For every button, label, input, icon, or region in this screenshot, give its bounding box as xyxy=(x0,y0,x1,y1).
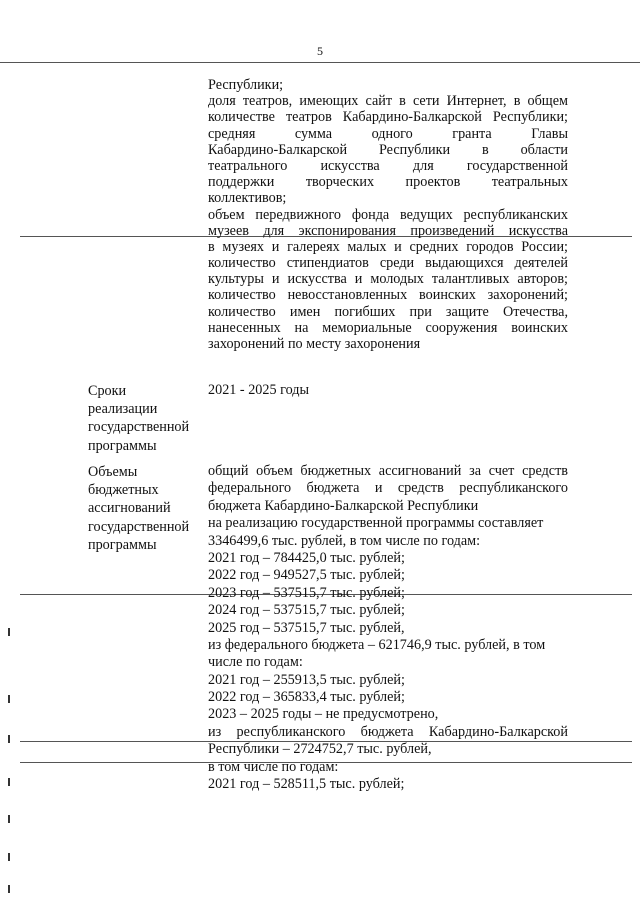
label-line: ассигнований xyxy=(88,500,171,517)
text-line: 2021 год – 784425,0 тыс. рублей; xyxy=(208,549,405,566)
label-line: государственной xyxy=(88,419,190,436)
text-line: Республики; xyxy=(208,77,284,93)
terms-value xyxy=(208,382,568,398)
text-line: нанесенных на мемориальные сооружения воинских xyxy=(208,319,568,336)
margin-tick xyxy=(8,778,10,786)
text-line: на реализацию государственной программы составляет xyxy=(208,515,544,532)
label-line: программы xyxy=(88,437,157,454)
page-number: 5 xyxy=(317,44,323,58)
terms-label xyxy=(88,382,206,455)
label-line: реализации xyxy=(88,401,158,418)
text-line: из республиканского бюджета Кабардино-Балкарской xyxy=(208,723,568,740)
text-line: 2023 – 2025 годы – не предусмотрено, xyxy=(208,706,439,723)
text-line: театрального искусства для государственной xyxy=(208,157,568,174)
text-line: Кабардино-Балкарской Республики в области xyxy=(208,141,568,158)
text-line: 2021 год – 528511,5 тыс. рублей; xyxy=(208,776,405,793)
text-line: в том числе по годам: xyxy=(208,758,339,775)
text-line: 2022 год – 949527,5 тыс. рублей; xyxy=(208,567,405,584)
budget-label xyxy=(88,463,206,554)
text-line: культуры и искусства и молодых талантливых авторов; xyxy=(208,271,568,288)
scan-line xyxy=(0,62,640,63)
text-line: числе по годам: xyxy=(208,654,303,671)
text-line: из федерального бюджета – 621746,9 тыс. рублей, в том xyxy=(208,636,546,653)
text-line: 2024 год – 537515,7 тыс. рублей; xyxy=(208,602,405,619)
text-line: количество невосстановленных воинских захоронений; xyxy=(208,287,568,304)
margin-tick xyxy=(8,853,10,861)
margin-tick xyxy=(8,695,10,703)
budget-value xyxy=(208,463,568,793)
text-line: поддержки творческих проектов театральных xyxy=(208,174,568,191)
label-line: бюджетных xyxy=(88,482,159,499)
text-line: федерального бюджета и средств республиканского xyxy=(208,480,568,497)
text-line: общий объем бюджетных ассигнований за счет средств xyxy=(208,463,568,479)
text-line: количество стипендиатов среди выдающихся деятелей xyxy=(208,255,568,272)
text-line: захоронений по месту захоронения xyxy=(208,336,421,352)
margin-tick xyxy=(8,885,10,893)
text-line: количестве театров Кабардино-Балкарской Республики; xyxy=(208,109,568,126)
label-line: государственной xyxy=(88,518,190,535)
text-line: объем передвижного фонда ведущих республиканских xyxy=(208,206,568,223)
label-line: Сроки xyxy=(88,383,127,399)
text-line: средняя сумма одного гранта Главы xyxy=(208,125,568,142)
text-line: 3346499,6 тыс. рублей, в том числе по годам: xyxy=(208,532,481,549)
text-line: 2021 - 2025 годы xyxy=(208,382,310,398)
margin-tick xyxy=(8,628,10,636)
text-line: 2023 год – 537515,7 тыс. рублей; xyxy=(208,584,405,601)
text-line: коллективов; xyxy=(208,190,287,207)
indicators-list xyxy=(208,77,568,352)
text-line: количество имен погибших при защите Отечества, xyxy=(208,303,568,320)
text-line: музеев для экспонирования произведений искусства xyxy=(208,222,568,239)
text-line: Республики – 2724752,7 тыс. рублей, xyxy=(208,741,432,758)
text-line: 2021 год – 255913,5 тыс. рублей; xyxy=(208,671,405,688)
text-line: 2022 год – 365833,4 тыс. рублей; xyxy=(208,689,405,706)
label-line: Объемы xyxy=(88,464,138,480)
margin-tick xyxy=(8,735,10,743)
text-line: доля театров, имеющих сайт в сети Интернет, в общем xyxy=(208,93,568,110)
text-line: бюджета Кабардино-Балкарской Республики xyxy=(208,497,479,514)
label-line: программы xyxy=(88,536,157,553)
text-line: в музеях и галереях малых и средних городов России; xyxy=(208,238,568,255)
text-line: 2025 год – 537515,7 тыс. рублей, xyxy=(208,619,405,636)
margin-tick xyxy=(8,815,10,823)
